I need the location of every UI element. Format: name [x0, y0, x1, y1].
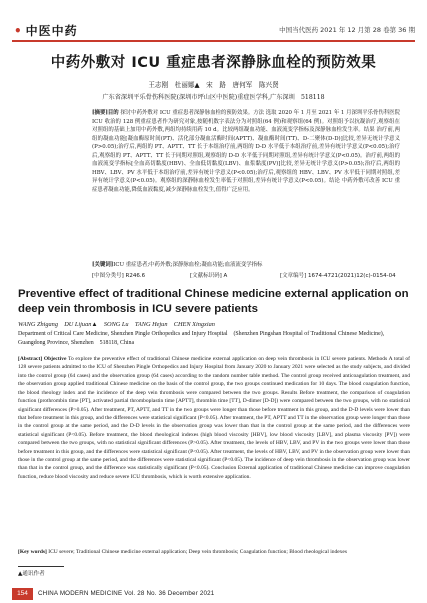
section-text: 中医中药: [25, 24, 78, 38]
abstract-cn-label: [摘要]目的: [92, 110, 119, 116]
header-rule: [12, 40, 415, 42]
page-header: [0, 0, 427, 40]
page-number: 154: [12, 588, 33, 600]
classification-line: [92, 271, 400, 279]
abstract-en-label: [Abstract] Objective: [18, 356, 67, 362]
footer-journal: CHINA MODERN MEDICINE Vol. 28 No. 36 December 2021: [38, 590, 215, 597]
keywords-en-text: ICU severe; Traditional Chinese medicine external application; Deep vein thrombosis; Coagulation function; Blood rheological indexes: [48, 549, 348, 555]
keywords-en-label: [Key words]: [18, 549, 47, 555]
article-number: [文章编号] 1674-4721(2021)12(c)-0154-04: [280, 273, 396, 279]
affiliation-en: Department of Critical Care Medicine, Shenzhen Pingle Orthopedics and Injury Hospital (Shenzhen Pingshan Hospital of Traditional Chinese Medicine), Guangdong Province, Shenzhen 518118, China: [18, 331, 385, 346]
keywords-cn-label: [关键词]: [92, 262, 114, 268]
page-footer: [0, 588, 427, 603]
authors-en: WANG Zhigang DU Lijuan▲ SONG Lu TANG Hejun CHEN Xingxian: [18, 321, 215, 328]
keywords-cn: [92, 261, 400, 270]
title-cn: 中药外敷对 ICU 重症患者深静脉血栓的预防效果: [50, 55, 377, 71]
abstract-en: [18, 355, 410, 481]
affiliation-cn: 广东省深圳平乐骨伤科医院(深圳市坪山区中医院)重症医学科,广东深圳 518118: [102, 94, 325, 101]
keywords-cn-text: ICU 重症患者;中药外敷;深静脉血栓;凝血功能;血液流变学指标: [113, 262, 263, 268]
authors-cn: 王志刚 杜丽娜▲ 宋 路 唐何军 陈兴贤: [148, 81, 279, 89]
keywords-en: [18, 548, 410, 557]
abstract-en-text: To explore the preventive effect of traditional Chinese medicine external application on deep vein thrombosis in ICU severe patients. Methods A total of 128 severe patients admitted to the ICU of Shenzhen Pingle Orthopedics and Injury Hospital from January 2020 to January 2021 were selected as the study subjects, and divided into the control group (64 cases) and the observation group (64 cases) according to the random number table method. The control group received anticoagulation treatment, and the observation group applied traditional Chinese medicine on the basis of the control group, the two groups continued medication for 10 days. The blood coagulation function, the blood rheology index and the incidence of the deep vein thrombosis were compared between the two groups. Results Before treatment, the comparison of coagulation function (prothrombin time [PT], activated partial thromboplastin time [APTT], thrombin time [TT], D-dimer [D-D]) were compared between the two groups, with no statistical significant differences (P>0.05). After treatment, PT, APTT, and TT in the two groups were longer than those before treatment in this group, and the D-D levels were lower than that before treatment in this group, and the differences were statistical significant (P<0.05). After treatment, the PT, APTT and TT in the observation group were longer than those in the control group at the same period, and the D-D levels in the observation group was lower than that in the control group at the same period, and the differences were statistical significant (P<0.05). Before treatment, the blood rheological indexes (high blood viscosity [HBV], low blood viscosity [LBV], and plasma viscosity [PV]) were compared between the two groups, with no statistical significant differences (P>0.05). After treatment, the levels of HBV, LBV, and PV in the two groups were lower than those before treatment in this group, and the differences were statistical significant (P<0.05). After treatment, the levels of HBV, LBV, and PV in the observation group were lower than those in the control group at the same period, and the differences were statistical significant (P<0.05). The incidence of deep vein thrombosis in the observation group was lower than that in the control group, and the difference was statistically significant (P<0.05). Conclusion External application of traditional Chinese medicine can improve coagulation function, reduce blood viscosity and reduce severe ICU thrombosis, which is worth extensive application.: [18, 356, 410, 480]
abstract-cn-text: 探讨中药外敷对 ICU 重症患者深静脉血栓的预防效果。方法 选取 2020 年 1 月至 2021 年 1 月深圳平乐骨伤科医院 ICU 收治的 128 例重症患者作为研究对象,按随机数字表法分为对照组(64 例)和观察组(64 例)。对照组予以抗凝治疗,观察组在对照组的基础上加用中药外敷,两组均持续用药 10 d。比较两组凝血功能、血液流变学指标及深静脉血栓发生率。结果 治疗前,两组的凝血功能[凝血酶原时间(PT)、活化部分凝血活酶时间(APTT)、凝血酶时间(TT)、D-二聚体(D-D)]比较,差异无统计学意义(P>0.05);治疗后,两组的 PT、APTT、TT 长于本组治疗前,两组的 D-D 水平低于本组治疗前,差异有统计学意义(P<0.05);治疗后,观察组的 PT、APTT、TT 长于同期对照组,观察组的 D-D 水平低于同期对照组,差异有统计学意义(P<0.05)。治疗前,两组的血液流变学指标[全血高切黏度(HBV)、全血低切黏度(LBV)、血浆黏度(PV)]比较,差异无统计学意义(P>0.05);治疗后,两组的 HBV、LBV、PV 水平低于本组治疗前,差异有统计学意义(P<0.05);治疗后,观察组的 HBV、LBV、PV 水平低于同期对照组,差异有统计学意义(P<0.05)。观察组的深静脉血栓发生率低于对照组,差异有统计学意义(P<0.05)。结论 中药外敷可改善 ICU 重症患者凝血功能,降低血液黏度,减少深静脉血栓发生,值得广泛应用。: [92, 110, 400, 193]
section-dot-icon: •: [14, 24, 23, 38]
section-label: [14, 22, 78, 39]
corresponding-author-note: ▲通讯作者: [18, 571, 45, 577]
journal-info: 中国当代医药 2021 年 12 月第 28 卷第 36 期: [279, 26, 415, 34]
document-code: [文献标识码] A: [190, 273, 228, 279]
footnote-rule: [18, 566, 64, 567]
clc-number: [中图分类号] R246.6: [92, 273, 146, 279]
abstract-cn: [92, 109, 400, 194]
title-en: Preventive effect of traditional Chinese medicine external application on deep vein thrombosis in ICU severe patients: [18, 288, 409, 315]
